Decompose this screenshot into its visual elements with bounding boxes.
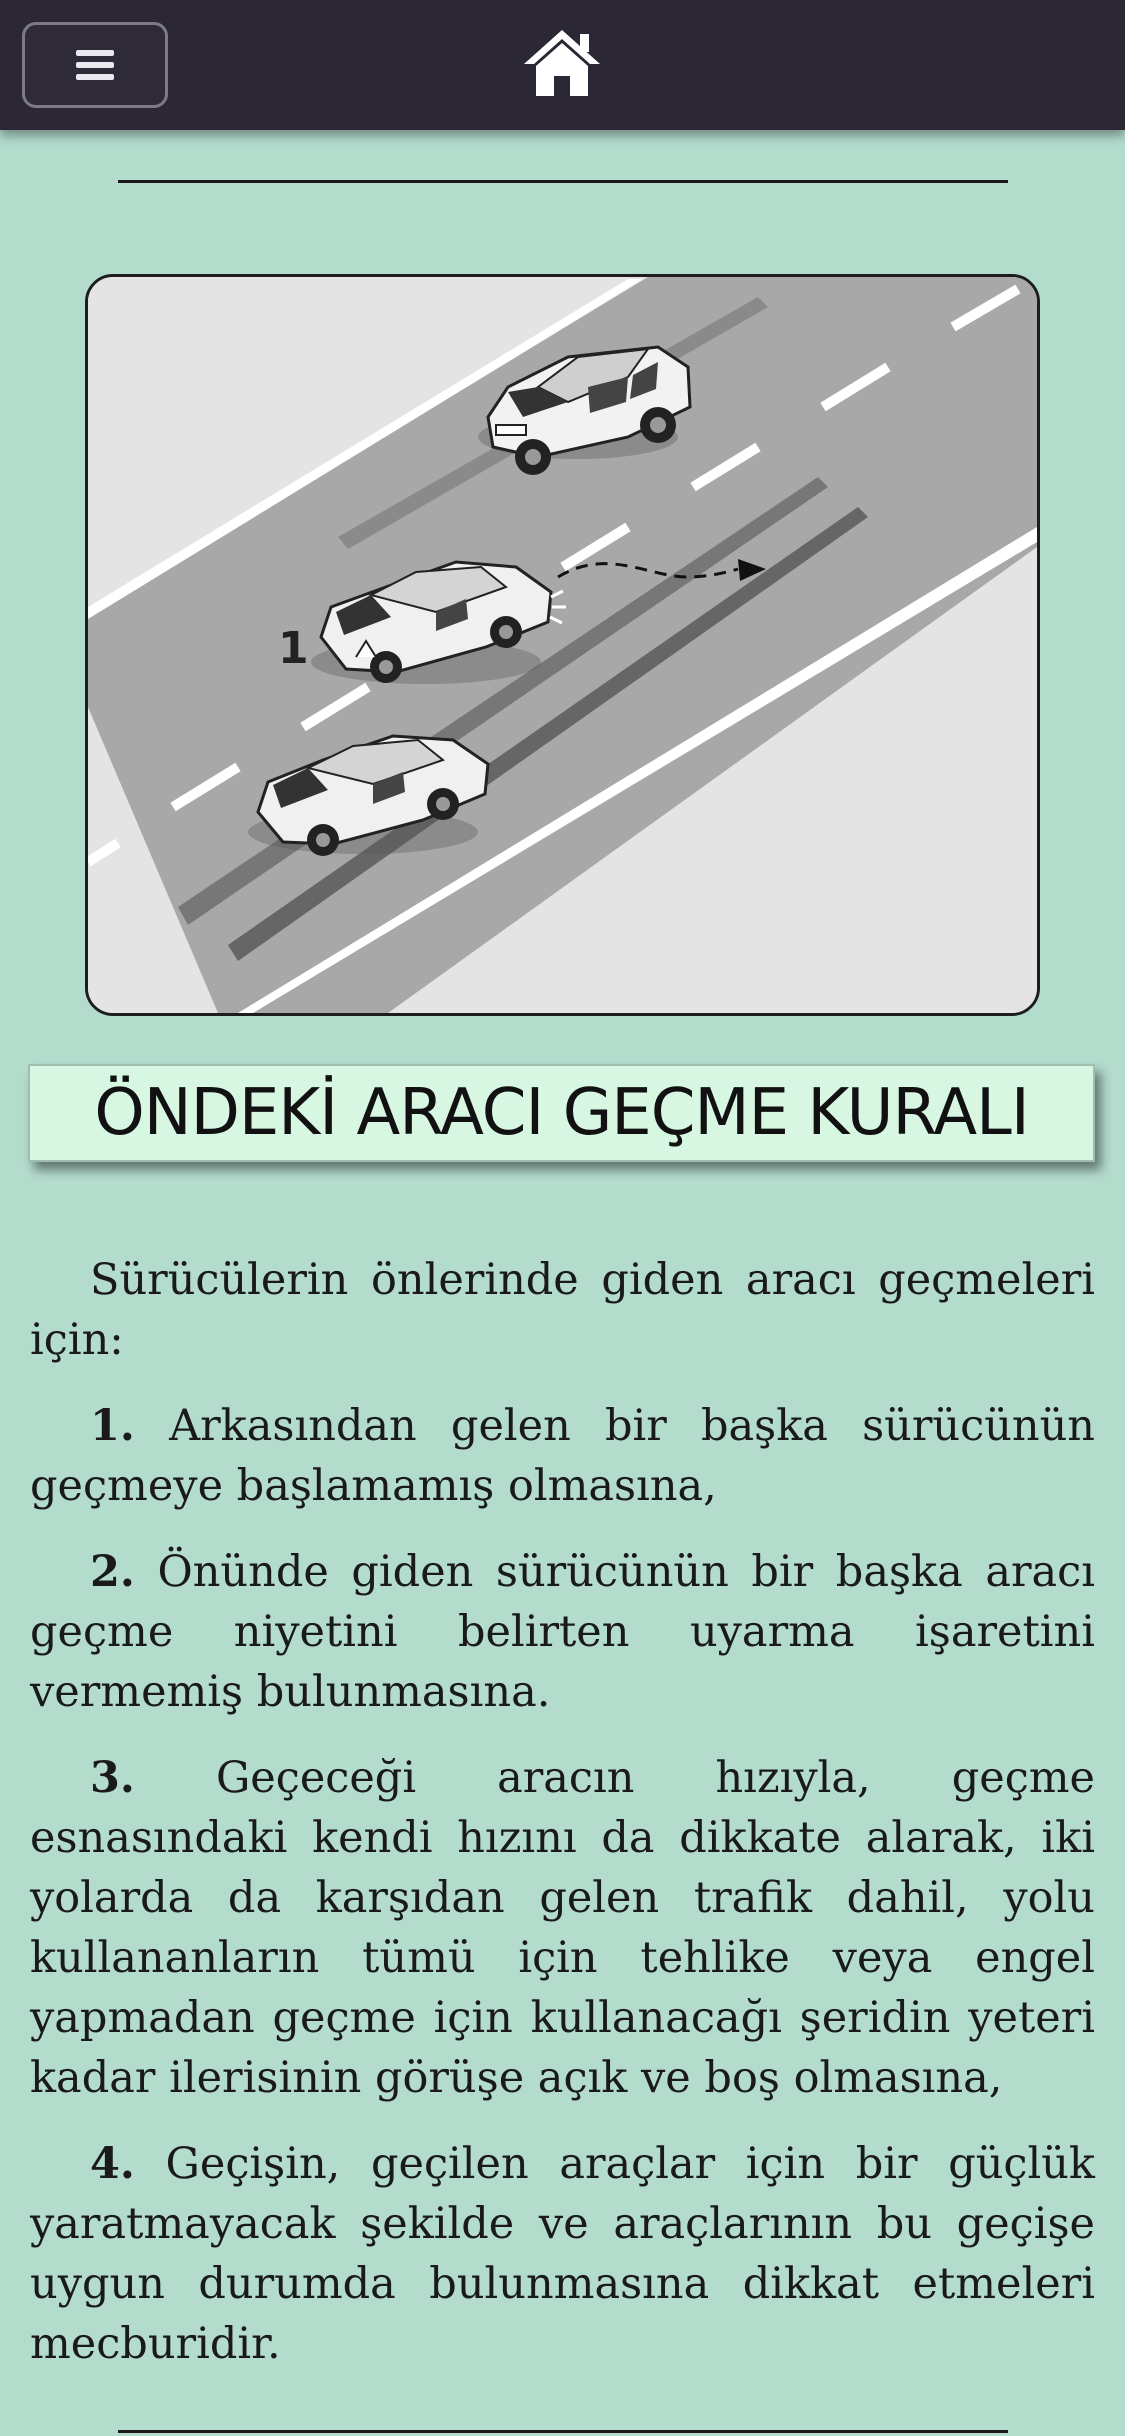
page-title: ÖNDEKİ ARACI GEÇME KURALI — [94, 1076, 1029, 1150]
overtaking-illustration — [85, 274, 1040, 1016]
item-number: 2. — [90, 1547, 135, 1597]
divider-bottom — [118, 2430, 1008, 2433]
top-bar — [0, 0, 1125, 130]
list-item — [30, 1542, 1095, 1722]
rule-text — [30, 1250, 1095, 2400]
list-item — [30, 1748, 1095, 2108]
divider-top — [118, 180, 1008, 183]
item-text: Önünde giden sürücünün bir başka aracı geçme niyetini belirten uyarma işaretini vermemiş bulunmasına. — [30, 1547, 1095, 1717]
item-text: Geçeceği aracın hızıyla, geçme esnasındaki kendi hızını da dikkate alarak, iki yolarda da karşıdan gelen trafik dahil, yolu kullananların tümü için tehlike veya engel yapmadan geçme için kullanacağı şeridin yeteri kadar ilerisinin görüşe açık ve boş olmasına, — [30, 1753, 1096, 2103]
item-number: 3. — [90, 1753, 135, 1803]
menu-button[interactable] — [22, 22, 168, 108]
section-title-box — [28, 1064, 1095, 1162]
hamburger-menu-icon — [76, 50, 114, 80]
list-item — [30, 2134, 1095, 2374]
item-number: 4. — [90, 2139, 135, 2189]
intro-text: Sürücülerin önlerinde giden aracı geçmeleri için: — [30, 1255, 1095, 1365]
item-text: Geçişin, geçilen araçlar için bir güçlük yaratmayacak şekilde ve araçlarının bu geçişe uygun durumda bulunmasına dikkat etmeleri mecburidir. — [30, 2139, 1095, 2369]
item-number: 1. — [90, 1401, 135, 1451]
vehicle-label-1: 1 — [278, 623, 309, 674]
intro-paragraph — [30, 1250, 1095, 1370]
item-text: Arkasından gelen bir başka sürücünün geçmeye başlamamış olmasına, — [30, 1401, 1095, 1511]
list-item — [30, 1396, 1095, 1516]
home-icon[interactable] — [520, 26, 604, 98]
